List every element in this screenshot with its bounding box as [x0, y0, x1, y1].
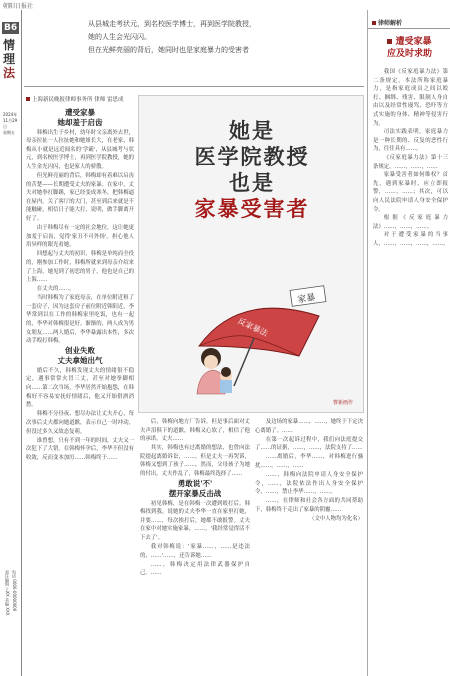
paragraph: 司法实践表明，家庭暴力是一种长期的、反复的恶性行为，往往具有……。: [373, 129, 448, 153]
paragraph: 及边场的家暴……，……，她终于下定决心离婚了。……: [255, 419, 363, 434]
lead-quote-line: 从县城走考状元，到名校医学博士，再到医学院教授，: [88, 20, 256, 28]
paragraph: 其实，韩梅也有过离婚的想法，也曾向法院提起离婚诉讼，……，但是丈夫一再哭诉，韩梅又想到了孩子……，然而，父母孩子为她的付出，丈夫作乱了，韩梅最终选择了……: [140, 445, 250, 478]
paragraph: 在第一次起诉过程中，我们向法庭提交了……的证据，……，……，法院支持了……: [255, 436, 363, 452]
umbrella-illustration: [179, 276, 349, 396]
paragraph: 家暴受害者如何维权？首先，遇到家暴时，应立即报警，……，……；其次，可以向人民法院申请人身安全保护令。: [373, 172, 448, 213]
editor-credit: 责任编辑 王XX 美编 XXX: [5, 570, 10, 616]
paragraph: ……，韩梅决定用法律武器保护自己。……: [140, 561, 250, 577]
masthead: 朝阳日报社: [3, 3, 34, 10]
panel-title-line1: 遭受家暴: [368, 36, 450, 48]
byline-text: 上海新民晚报律师事务所 律师 雷思成: [32, 97, 124, 103]
byline: [26, 95, 124, 103]
lead-quote-line: 她的人生会光闪闪。: [88, 33, 151, 41]
panel-title: [368, 36, 450, 60]
headline-line-4: 家暴受害者: [194, 196, 310, 221]
paragraph: 但光鲜亮丽的背后，韩梅却有着难以启齿的苦楚——长期遭受丈夫的家暴。在家中，丈夫对她拳打脚踢，家已经变成寒冬，把韩梅逼在屋内。关了客厅的大门，甚至到后来就是不能触碰，相信日子能大打，说明，做手脚离开好了。: [26, 172, 134, 222]
article-column-2: [140, 418, 250, 668]
subheading-2: 创业失败 丈夫拿她出气: [57, 346, 103, 366]
paragraph: 对于遭受家暴的当事人，……，……，……，……。: [373, 232, 449, 247]
headline-illustration-box: [138, 95, 364, 413]
paragraph: 我对韩梅说：'家暴……，……是违法的，……'……，还告诉她……: [140, 544, 250, 559]
subheading-3: 勇敢说'不' 摆开家暴反击战: [168, 479, 222, 499]
main-headline: [139, 118, 365, 222]
date-day: 11月29日: [3, 118, 18, 129]
paragraph: ……离婚后，李华……，对韩梅进行骚扰……，……，……: [255, 454, 363, 469]
section-title: [3, 38, 19, 80]
date-year: 2024年: [3, 112, 18, 117]
paragraph: 《反家庭暴力法》第十三条规定，……，……，……: [373, 154, 448, 170]
panel-tag: [372, 18, 402, 27]
paragraph: 当时韩梅为了家庭母亲，在单位附近租了一套房子，因为这套房子前位附近韩阳近，李华常到以在工作的韩梅家里吃饭，也有一起的，李华对韩梅很是好。渐渐的，两人成为男女朋友……两人婚后，李华暴露出本性，多次动手殴打韩梅。: [26, 295, 134, 345]
phone-credit: 电话 0000-00000000: [12, 570, 17, 612]
paragraph: 初见韩梅，是在韩梅一次遭到殴打后。韩梅找到我，说她的丈夫李华一直在家里打她，并要……，每次挨打后，她都不敢报警。丈夫在家中对她实施家暴，……，'我经常觉得活不下去了'。: [140, 500, 250, 542]
paragraph: 根据《反家庭暴力法》……，……，……。: [373, 215, 448, 230]
paragraph: 在丈夫的……。: [36, 286, 75, 293]
lawyer-analysis-panel: [367, 10, 450, 676]
headline-line-3: 也是: [229, 170, 275, 195]
paragraph: 由于韩梅尽有一定的社会地位，这让她更加羞于启齿，觉得'家丑不可外扬'。担心他人用异样的眼光看她。: [26, 225, 134, 249]
section-title-line2: 法: [3, 66, 16, 80]
illustration-credit: 曹新画作: [332, 400, 353, 406]
paragraph: 婚后不久，韩梅发现丈夫的情绪很不稳定，遇事常常火冒三丈，甚至对她拳脚相向……第二次当场，李华居然开始抱怨，在韩梅好不容易安抚好情绪后，他又开始借酒消愁。: [26, 367, 134, 409]
paragraph: 后，韩梅向地方厂告诉，但是事后面对丈夫声泪俱下的道歉，韩梅又心软了，相信了他的承诺。丈夫……: [140, 419, 250, 443]
paragraph: 我国《反家庭暴力法》第二条规定，本法所称家庭暴力，是指家庭成员之间以殴打、捆绑、残害、限制人身自由以及经常性谩骂、恐吓等方式实施的身体、精神等侵害行为。: [373, 69, 448, 127]
headline-line-2: 医学院教授: [194, 144, 310, 169]
panel-tag-text: 律师解析: [378, 20, 403, 27]
issue-date: [3, 112, 21, 136]
panel-body: [373, 68, 448, 248]
page-number: B6: [4, 23, 18, 33]
paragraph: 谁曾想，只有不到一年的时间，丈夫又一次犯下了大错。在韩梅怀孕后，李华不但没有收敛，反而变本加厉……韩梅终于……: [26, 437, 134, 461]
lead-quote-line: 但在光鲜亮丽的背后，她同时也是家庭暴力的受害者: [88, 46, 249, 54]
paragraph: ……，韩梅向法院申请人身安全保护令，……，法院依法作出人身安全保护令，……，禁止李华……，……。: [255, 472, 363, 496]
lead-quote: [88, 18, 358, 57]
divider: [24, 86, 364, 87]
divider: [368, 28, 450, 29]
paragraph: 韩梅不分昼夜、想尽办法让丈夫开心，每次事后丈夫都向她道歉，表示自己一时冲动，但没过多久又故态复萌。: [26, 411, 134, 435]
article-column-3: [255, 418, 363, 668]
sign-text: 家暴: [296, 293, 317, 306]
paragraph: 韩梅出生于乡村，幼年时父亲离外去世，母亲拉扯一人拉扯她和她姐长大，在老家，韩梅从小就是远近闻名的'学霸'，从县城考与状元，到名校医学博士，再到医学院教授，她的人生金光闪闪，也是家人的骄傲。: [26, 129, 134, 170]
date-weekday: 星期五: [3, 130, 15, 135]
subheading-1: 遭受家暴 她却羞于启齿: [57, 108, 103, 127]
article-column-1: [26, 108, 134, 668]
umbrella-label: 反家暴法: [236, 316, 270, 339]
paragraph: 回想起与丈夫的初识，韩梅是单纯而全役的，刚参加工作时，韩梅所就来到母亲介绍来了上海，她见到了初恋的男子，他也是自己的上海……: [26, 251, 134, 284]
headline-line-1: 她是: [229, 118, 275, 143]
article-note: （文中人物均为化名）: [309, 516, 363, 523]
section-title-line1: 情理: [3, 38, 16, 66]
left-sidebar: [0, 10, 22, 676]
paragraph: ……，在律师和社会各方面的共同帮助下，韩梅终于走出了家暴的阴霾……: [255, 498, 363, 513]
panel-title-line2: 应及时求助: [386, 49, 432, 59]
